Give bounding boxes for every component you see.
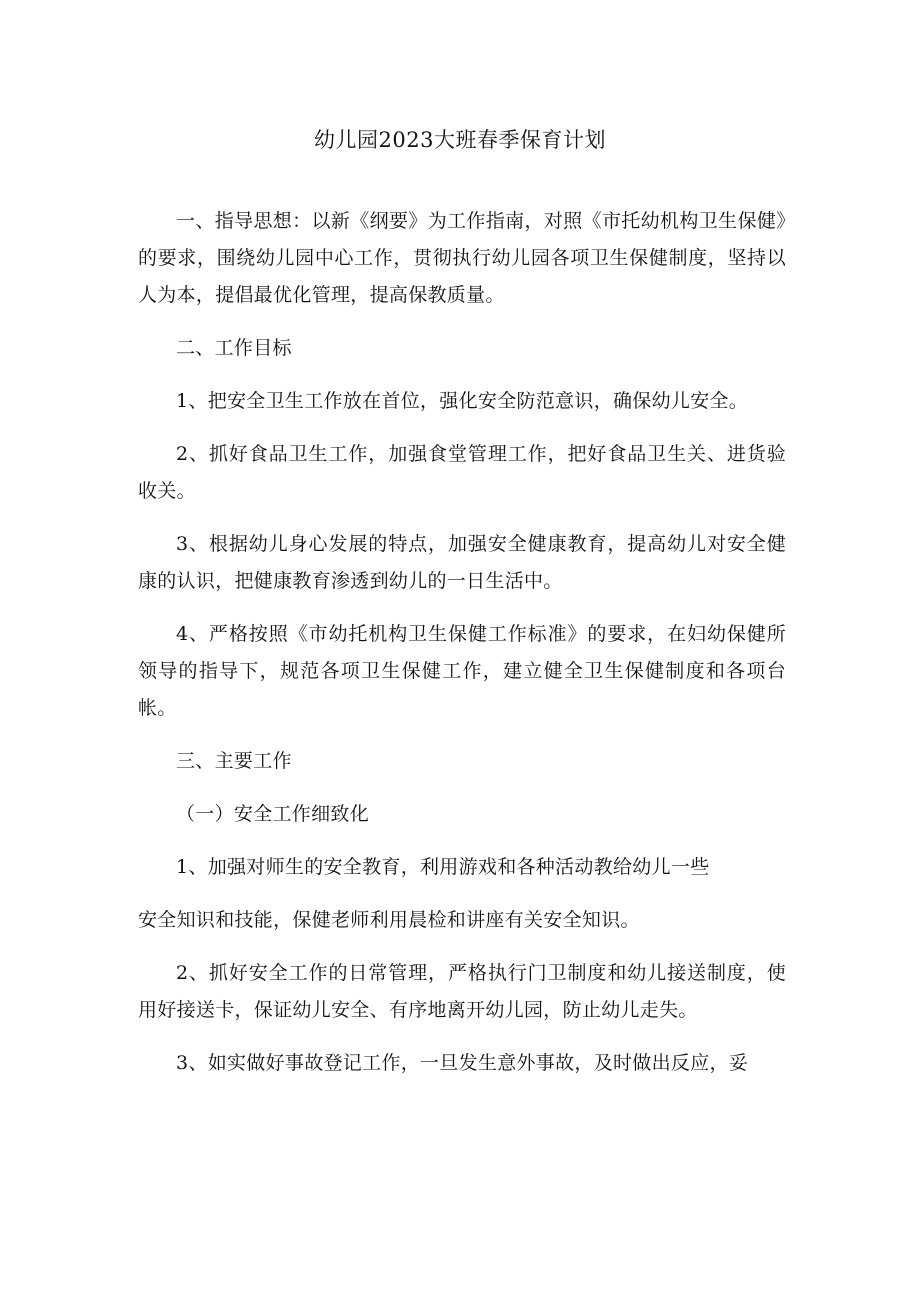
- paragraph-goal-1: 1、把安全卫生工作放在首位，强化安全防范意识，确保幼儿安全。: [176, 390, 749, 412]
- paragraph-goal-4: 4、严格按照《市幼托机构卫生保健工作标准》的要求，在妇幼保健所领导的指导下，规范各项卫生保健工作，建立健全卫生保健制度和各项台帐。: [138, 623, 786, 719]
- document-title: 幼儿园2023大班春季保育计划: [314, 128, 606, 152]
- paragraph-goal-3: 3、根据幼儿身心发展的特点，加强安全健康教育，提高幼儿对安全健康的认识，把健康教育渗透到幼儿的一日生活中。: [138, 533, 786, 592]
- paragraph-guiding-ideology: 一、指导思想：以新《纲要》为工作指南，对照《市托幼机构卫生保健》的要求，围绕幼儿园中心工作，贯彻执行幼儿园各项卫生保健制度，坚持以人为本，提倡最优化管理，提高保教质量。: [138, 210, 786, 306]
- subsection-heading-safety: （一）安全工作细致化: [176, 803, 370, 825]
- paragraph-safety-3: 3、如实做好事故登记工作，一旦发生意外事故，及时做出反应，妥: [176, 1052, 749, 1074]
- paragraph-safety-1: 1、加强对师生的安全教育，利用游戏和各种活动教给幼儿一些: [176, 856, 710, 878]
- section-heading-work-goals: 二、工作目标: [176, 337, 292, 359]
- document-body: [138, 203, 786, 1098]
- paragraph-safety-2: 2、抓好安全工作的日常管理，严格执行门卫制度和幼儿接送制度，使用好接送卡，保证幼儿安全、有序地离开幼儿园，防止幼儿走失。: [138, 962, 786, 1021]
- paragraph-goal-2: 2、抓好食品卫生工作，加强食堂管理工作，把好食品卫生关、进货验收关。: [138, 443, 786, 502]
- section-heading-main-work: 三、主要工作: [176, 750, 292, 772]
- paragraph-safety-1-continued: 安全知识和技能，保健老师利用晨检和讲座有关安全知识。: [138, 909, 640, 931]
